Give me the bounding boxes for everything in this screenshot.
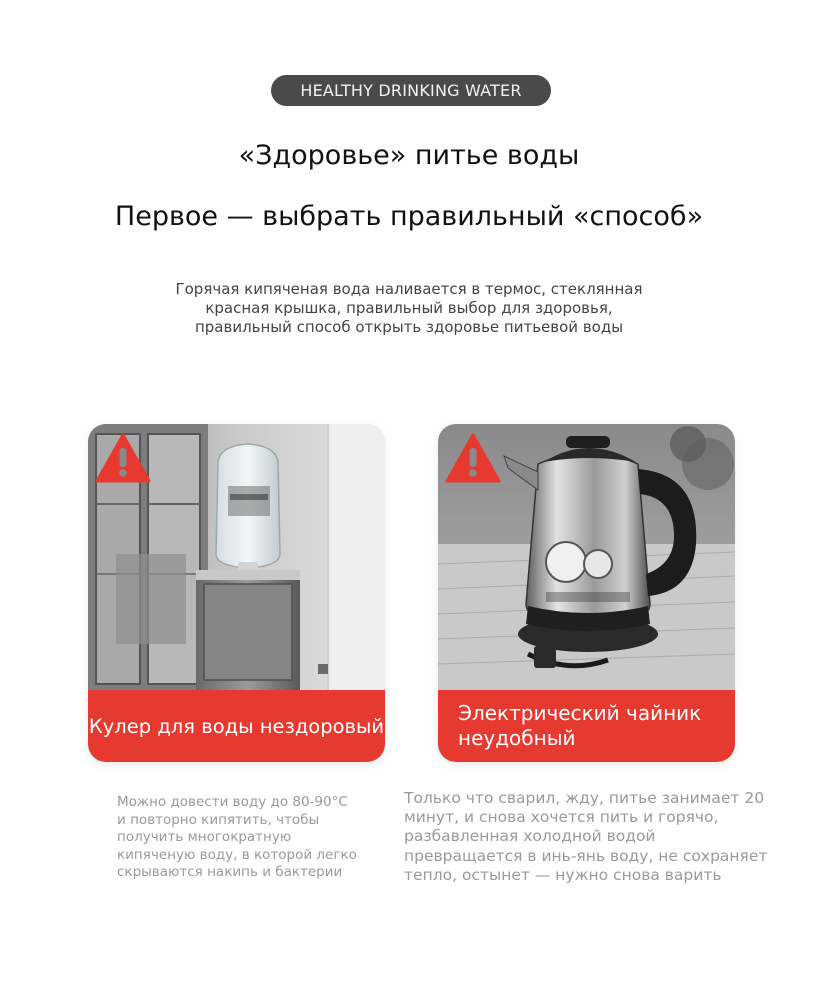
intro-line: правильный способ открыть здоровье питьевой воды: [194, 318, 624, 336]
description-line: получить многократную: [117, 829, 292, 845]
intro-line: красная крышка, правильный выбор для здоровья,: [205, 299, 613, 317]
description-line: Только что сварил, жду, питье занимает 20: [404, 789, 765, 807]
card-label-line: Электрический чайник: [458, 701, 702, 725]
electric-kettle-card: [438, 424, 735, 762]
description-line: кипяченую воду, в которой легко: [117, 846, 357, 863]
description-line: и повторно кипятить, чтобы: [117, 811, 320, 828]
water-cooler-card: [88, 424, 385, 762]
intro-line: Горячая кипяченая вода наливается в термос, стеклянная: [175, 280, 643, 298]
description-line: скрываются накипь и бактерии: [117, 864, 343, 880]
description-line: минут, и снова хочется пить и горячо,: [404, 808, 719, 827]
intro-paragraph: [130, 280, 688, 337]
description-line: разбавленная холодной водой: [404, 827, 656, 846]
page-title: «Здоровье» питье воды: [238, 140, 580, 171]
electric-kettle-description: [404, 789, 767, 885]
water-cooler-description: [117, 794, 357, 882]
description-line: превращается в инь-янь воду, не сохраняет: [404, 846, 768, 865]
warning-icon: [94, 432, 152, 484]
section-badge: HEALTHY DRINKING WATER: [271, 75, 551, 106]
card-label-text: Кулер для воды нездоровый: [88, 714, 385, 738]
page-subtitle: Первое — выбрать правильный «способ»: [114, 201, 704, 232]
description-line: тепло, остынет — нужно снова варить: [404, 865, 722, 884]
card-label-line: неудобный: [458, 726, 576, 750]
card-label: [438, 690, 735, 762]
electric-kettle-photo: [438, 424, 735, 690]
description-line: Можно довести воду до 80-90°C: [117, 794, 348, 810]
card-label: [88, 690, 385, 762]
water-cooler-photo: [88, 424, 385, 690]
warning-icon: [444, 432, 502, 484]
